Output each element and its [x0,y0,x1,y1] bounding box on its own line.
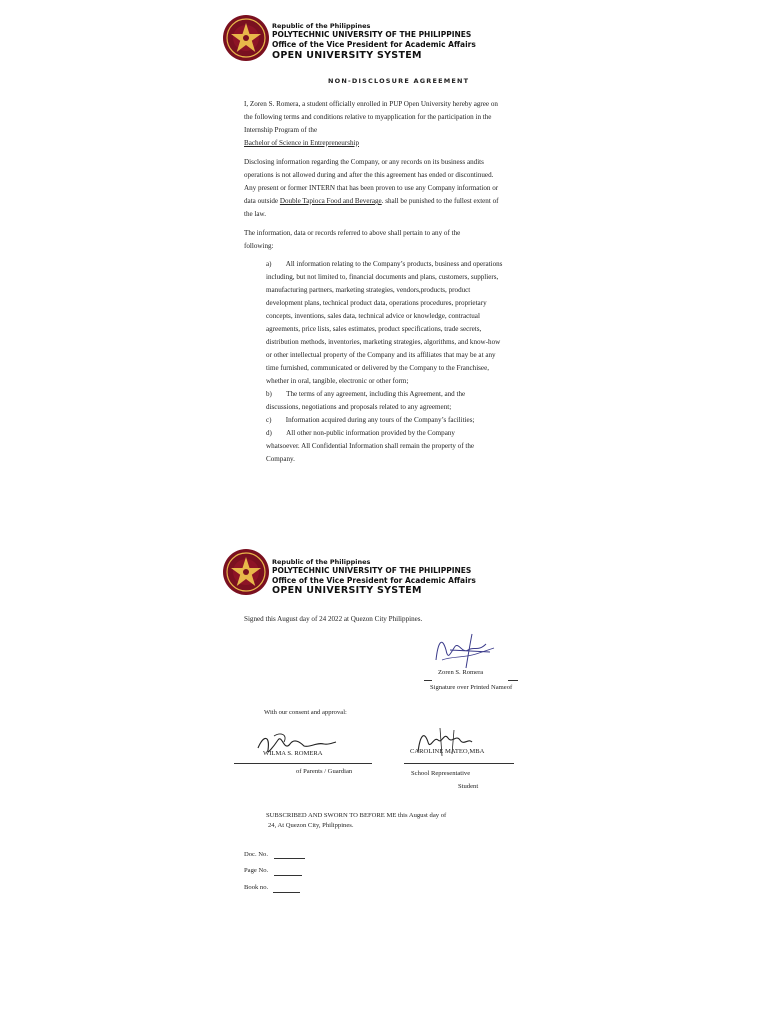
student-caption: Signature over Printed Nameof [430,684,513,691]
item-text: whatsoever. All Confidential Information shall remain the property of the [266,442,475,450]
book-no-label: Book no. [244,884,269,891]
disclosing-paragraph [244,156,544,221]
book-no-line [273,892,300,893]
header-office: Office of the Vice President for Academic Affairs [272,40,476,49]
intro-paragraph [244,98,534,150]
signature-line [234,763,372,764]
header-republic: Republic of the Philippines [272,558,371,566]
header-system: OPEN UNIVERSITY SYSTEM [272,50,422,61]
signed-line: Signed this August day of 24 2022 at Quezon City Philippines. [244,615,423,623]
information-line: following: [244,242,274,250]
item-text: whether in oral, tangible, electronic or other form; [266,377,409,385]
item-text: manufacturing partners, marketing strategies, vendors,products, product [266,286,471,294]
doc-no-label: Doc. No. [244,851,268,858]
page-no-line [274,875,302,876]
header-university: POLYTECHNIC UNIVERSITY OF THE PHILIPPINES [272,30,472,39]
item-label: a) [266,260,272,268]
disclosing-text: . shall be punished to the fullest extent of [381,197,499,205]
consent-text: With our consent and approval: [264,709,347,716]
header-system: OPEN UNIVERSITY SYSTEM [272,585,422,596]
page-no-label: Page No. [244,867,269,874]
header-office: Office of the Vice President for Academic Affairs [272,576,476,585]
header-university: POLYTECHNIC UNIVERSITY OF THE PHILIPPINES [272,566,472,575]
intro-line: I, Zoren S. Romera, a student officially enrolled in PUP Open University hereby agree on [244,100,498,108]
parent-caption: of Parents / Guardian [296,768,353,775]
item-text: discussions, negotiations and proposals related to any agreement; [266,403,452,411]
disclosing-line: operations is not allowed during and after the this agreement has ended or discontinued. [244,171,494,179]
signature-line [404,763,514,764]
item-label: c) [266,416,272,424]
intro-line: the following terms and conditions relative to myapplication for the participation in the [244,113,492,121]
item-text: concepts, inventions, sales data, technical advice or knowledge, contractual [266,312,480,320]
disclosing-text: data outside [244,197,279,205]
school-caption: School Representative [411,770,471,777]
student-signature-image [428,630,498,670]
information-line: The information, data or records referred to above shall pertain to any of the [244,229,461,237]
item-text: or other intellectual property of the Company and its affiliates that may be at any [266,351,496,359]
item-text: All other non-public information provided by the Company [286,429,455,437]
item-text: distribution methods, inventories, marketing strategies, algorithms, and know-how [266,338,501,346]
doc-no-line [274,858,305,859]
sworn-line: 24, At Quezon City, Philippines. [268,822,354,829]
student-name: Zoren S. Romera [438,669,484,676]
disclosing-line: Any present or former INTERN that has been proven to use any Company information or [244,184,499,192]
signature-line [424,680,432,681]
company-name: Double Tapioca Food and Beverage [279,197,382,205]
item-text: time furnished, communicated or delivered by the Company to the Franchisee, [266,364,489,372]
document-title: NON-DISCLOSURE AGREEMENT [328,77,470,85]
program-name: Bachelor of Science in Entrepreneurship [244,139,360,147]
pup-seal-icon [222,14,270,62]
parent-name: WILMA S. ROMERA [263,750,323,757]
school-rep-name: CAROLINE MATEO,MBA [410,748,485,755]
disclosing-line [244,195,544,208]
item-text: Company. [266,455,295,463]
intro-line: Internship Program of the [244,126,318,134]
item-text: Information acquired during any tours of the Company’s facilities; [285,416,475,424]
disclosing-line: the law. [244,210,266,218]
item-text: agreements, price lists, sales estimates, product specifications, trade secrets, [266,325,482,333]
sworn-line: SUBSCRIBED AND SWORN TO BEFORE ME this August day of [266,812,447,819]
pup-seal-icon [222,548,270,596]
information-paragraph [244,227,544,253]
item-text: The terms of any agreement, including this Agreement, and the [286,390,466,398]
student-caption-2: Student [458,783,479,790]
items-list [266,258,536,466]
item-text: All information relating to the Company’s products, business and operations [285,260,503,268]
item-label: d) [266,429,272,437]
list-item [266,427,536,440]
item-label: b) [266,390,272,398]
list-item [266,258,536,271]
list-item [266,388,536,401]
item-text: including, but not limited to, financial documents and plans, customers, suppliers, [266,273,499,281]
header-republic: Republic of the Philippines [272,22,371,30]
signature-line [508,680,518,681]
list-item [266,414,536,427]
item-text: development plans, technical product data, operations procedures, proprietary [266,299,487,307]
disclosing-line: Disclosing information regarding the Company, or any records on its business andits [244,158,484,166]
